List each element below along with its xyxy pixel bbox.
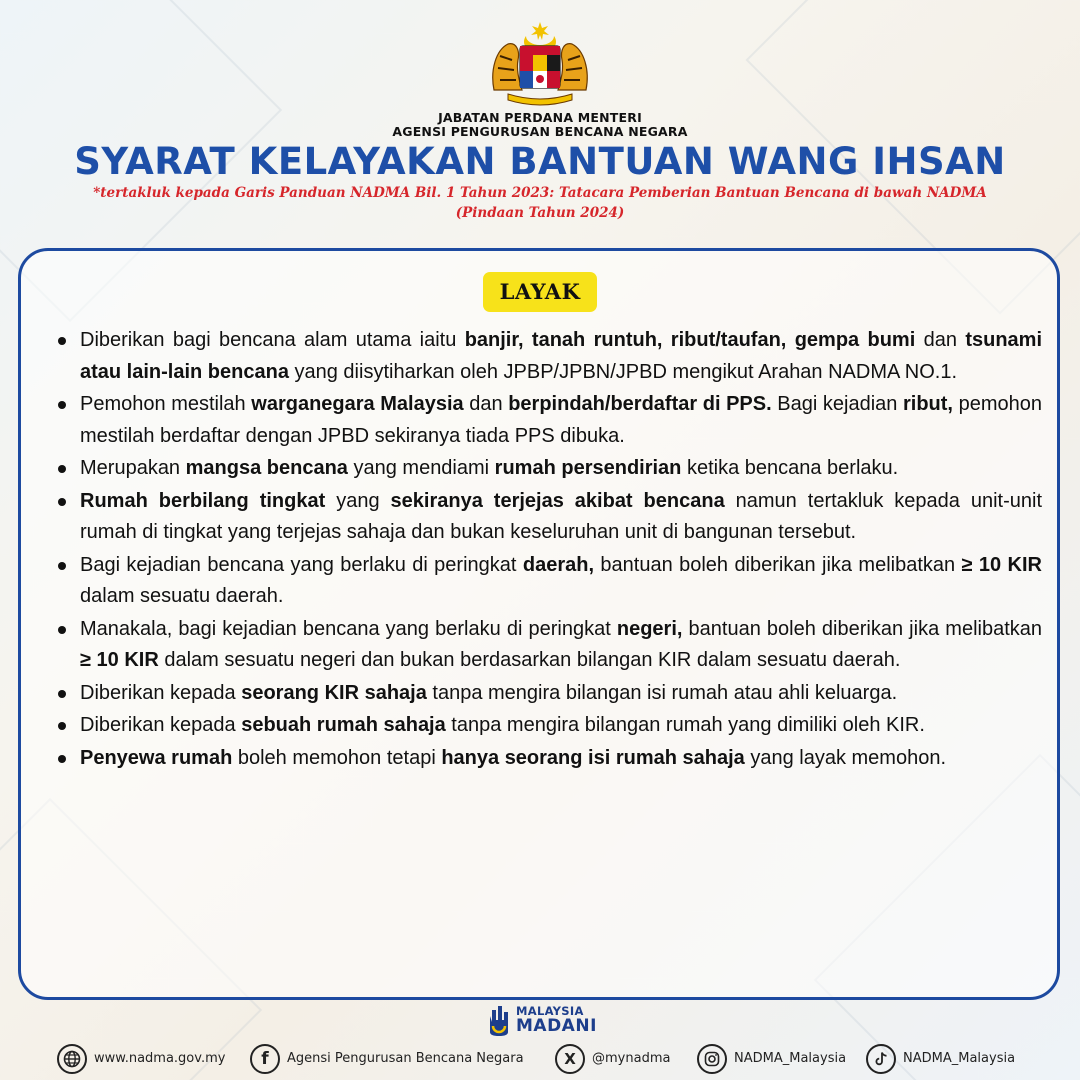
eligible-badge: LAYAK bbox=[483, 272, 597, 312]
criteria-text: yang bbox=[325, 489, 391, 512]
instagram-icon bbox=[697, 1044, 727, 1074]
criteria-text: boleh memohon tetapi bbox=[232, 746, 442, 769]
criteria-emphasis: sebuah rumah sahaja bbox=[241, 714, 446, 736]
criteria-text: Merupakan bbox=[80, 457, 186, 479]
malaysia-madani-logo bbox=[486, 1000, 596, 1040]
criteria-emphasis: ≥ 10 KIR bbox=[961, 553, 1042, 576]
logo-line-2: MADANI bbox=[516, 1016, 597, 1036]
tiktok-icon bbox=[866, 1044, 896, 1074]
criteria-text: Bagi kejadian bencana yang berlaku di peringkat bbox=[80, 553, 523, 576]
criteria-emphasis: ≥ 10 KIR bbox=[80, 649, 159, 671]
criteria-emphasis: Penyewa rumah bbox=[80, 746, 233, 769]
criteria-text: namun tertakluk kepada unit-unit rumah di tingkat yang terjejas sahaja dan bukan keseluruhan unit di bangunan tersebut. bbox=[80, 489, 1043, 543]
criteria-text: pemohon mestilah berdaftar dengan JPBD sekiranya tiada PPS dibuka. bbox=[80, 393, 1042, 447]
criteria-item bbox=[58, 486, 1042, 549]
criteria-text: Diberikan kepada bbox=[80, 714, 242, 736]
criteria-text: dan bbox=[463, 393, 509, 415]
criteria-text: bantuan boleh diberikan jika melibatkan bbox=[682, 617, 1043, 640]
page-title: SYARAT KELAYAKAN BANTUAN WANG IHSAN bbox=[74, 140, 1006, 183]
criteria-text: tanpa mengira bilangan isi rumah atau ahli keluarga. bbox=[426, 681, 898, 704]
criteria-item bbox=[58, 743, 1042, 775]
criteria-item bbox=[58, 550, 1042, 613]
criteria-emphasis: rumah persendirian bbox=[494, 457, 682, 479]
footer-x-text: @mynadma bbox=[592, 1051, 671, 1066]
criteria-text: bantuan boleh diberikan jika melibatkan bbox=[594, 553, 962, 576]
footer-instagram-text: NADMA_Malaysia bbox=[734, 1051, 847, 1066]
criteria-text: dalam sesuatu negeri dan bukan berdasarkan bilangan KIR dalam sesuatu daerah. bbox=[158, 649, 901, 671]
footer-website-text: www.nadma.gov.my bbox=[94, 1051, 226, 1066]
criteria-text: tanpa mengira bilangan rumah yang dimiliki oleh KIR. bbox=[445, 714, 925, 736]
criteria-text: ketika bencana berlaku. bbox=[681, 457, 899, 479]
criteria-text: dalam sesuatu daerah. bbox=[80, 585, 284, 607]
logo-line-1: MALAYSIA bbox=[516, 1004, 584, 1018]
criteria-emphasis: tsunami atau lain-lain bencana bbox=[80, 329, 1043, 383]
criteria-text: dan bbox=[915, 329, 966, 351]
criteria-emphasis: ribut, bbox=[902, 393, 953, 415]
criteria-emphasis: mangsa bencana bbox=[185, 457, 348, 479]
criteria-text: Pemohon mestilah bbox=[80, 393, 252, 415]
footer-facebook-text: Agensi Pengurusan Bencana Negara bbox=[287, 1051, 524, 1066]
organisation-line-2: AGENSI PENGURUSAN BENCANA NEGARA bbox=[392, 124, 688, 139]
guideline-note-amendment: (Pindaan Tahun 2024) bbox=[455, 205, 625, 221]
criteria-item bbox=[58, 710, 1042, 742]
criteria-emphasis: negeri, bbox=[616, 617, 683, 640]
coat-of-arms-icon bbox=[486, 20, 594, 108]
footer-contacts bbox=[0, 1044, 1080, 1074]
eligibility-criteria-list bbox=[58, 325, 1042, 775]
footer-tiktok-text: NADMA_Malaysia bbox=[903, 1051, 1016, 1066]
madani-hand-icon bbox=[486, 1002, 512, 1038]
criteria-emphasis: hanya seorang isi rumah sahaja bbox=[441, 746, 745, 769]
criteria-text: yang layak memohon. bbox=[744, 746, 947, 769]
x-icon: X bbox=[555, 1044, 585, 1074]
criteria-emphasis: warganegara Malaysia bbox=[251, 393, 464, 415]
criteria-text: Diberikan kepada bbox=[80, 681, 242, 704]
criteria-emphasis: Rumah berbilang tingkat bbox=[80, 489, 326, 512]
organisation-line-1: JABATAN PERDANA MENTERI bbox=[438, 110, 642, 125]
criteria-item bbox=[58, 325, 1042, 388]
criteria-item bbox=[58, 678, 1042, 710]
criteria-emphasis: seorang KIR sahaja bbox=[241, 681, 427, 704]
criteria-emphasis: sekiranya terjejas akibat bencana bbox=[390, 489, 725, 512]
criteria-emphasis: daerah, bbox=[522, 553, 595, 576]
criteria-item bbox=[58, 614, 1042, 677]
criteria-emphasis: berpindah/berdaftar di PPS. bbox=[508, 393, 772, 415]
criteria-text: yang mendiami bbox=[347, 457, 495, 479]
criteria-text: yang diisytiharkan oleh JPBP/JPBN/JPBD mengikut Arahan NADMA NO.1. bbox=[288, 360, 958, 383]
criteria-text: Diberikan bagi bencana alam utama iaitu bbox=[80, 329, 465, 351]
criteria-emphasis: banjir, tanah runtuh, ribut/taufan, gempa bumi bbox=[464, 329, 916, 351]
criteria-text: Manakala, bagi kejadian bencana yang berlaku di peringkat bbox=[80, 617, 617, 640]
globe-icon bbox=[57, 1044, 87, 1074]
facebook-icon: f bbox=[250, 1044, 280, 1074]
criteria-item bbox=[58, 389, 1042, 452]
criteria-text: Bagi kejadian bbox=[771, 393, 903, 415]
guideline-note: *tertakluk kepada Garis Panduan NADMA Bil. 1 Tahun 2023: Tatacara Pemberian Bantuan Bencana di bawah NADMA bbox=[93, 185, 987, 201]
criteria-item bbox=[58, 453, 1042, 485]
